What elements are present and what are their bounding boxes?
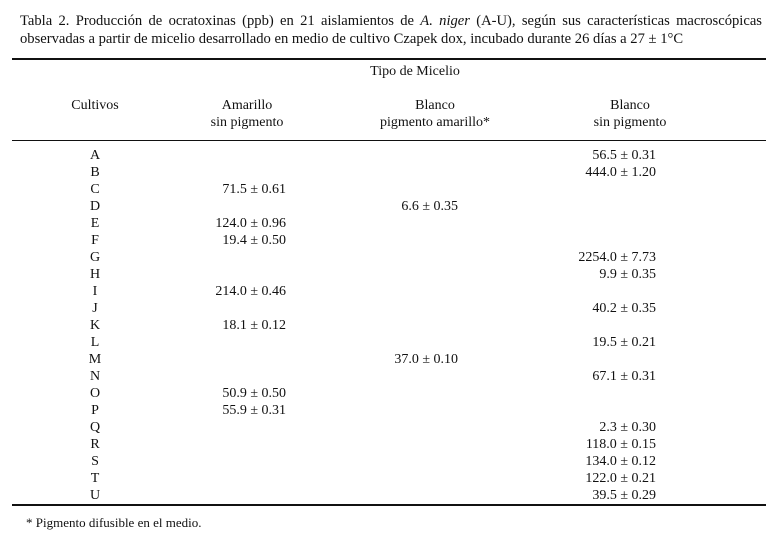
cultivo-id: K [89, 318, 101, 333]
cultivo-id: B [90, 165, 100, 180]
value-amarillo: 55.9 ± 0.31 [222, 403, 286, 418]
value-amarillo: 18.1 ± 0.12 [222, 318, 286, 333]
value-blanco-sin-pigmento: 444.0 ± 1.20 [585, 165, 656, 180]
column-header-cultivos: Cultivos [71, 98, 119, 113]
value-blanco-sin-pigmento: 122.0 ± 0.21 [585, 471, 656, 486]
value-blanco-sin-pigmento: 40.2 ± 0.35 [592, 301, 656, 316]
cultivo-id: H [89, 267, 101, 282]
group-header-tipo-de-micelio: Tipo de Micelio [370, 64, 460, 79]
cultivo-id: U [89, 488, 101, 503]
value-amarillo: 19.4 ± 0.50 [222, 233, 286, 248]
cultivo-id: F [91, 233, 99, 248]
cultivo-id: M [88, 352, 102, 367]
footnote: * Pigmento difusible en el medio. [26, 515, 202, 530]
value-blanco-sin-pigmento: 2254.0 ± 7.73 [578, 250, 656, 265]
cultivo-id: N [89, 369, 101, 384]
cultivo-id: A [89, 148, 101, 163]
cultivo-id: S [91, 454, 99, 469]
table-top-rule [12, 58, 766, 60]
value-blanco-sin-pigmento: 118.0 ± 0.15 [585, 437, 656, 452]
column-header-line: Amarillo [221, 98, 273, 113]
value-amarillo: 50.9 ± 0.50 [222, 386, 286, 401]
column-header-line: Blanco [415, 98, 455, 113]
cultivo-id: R [90, 437, 100, 452]
cultivo-id: L [90, 335, 100, 350]
cultivo-id: G [89, 250, 101, 265]
cultivo-id: D [89, 199, 101, 214]
value-blanco-sin-pigmento: 9.9 ± 0.35 [599, 267, 656, 282]
caption-text-end: (A-U), según sus características macroscópicas observadas a partir de micelio desarrollado en medio de cultivo Czapek dox, incubado durante 26 días a 27 ± 1°C [20, 13, 762, 47]
value-amarillo: 71.5 ± 0.61 [222, 182, 286, 197]
cultivo-id: Q [89, 420, 101, 435]
value-blanco-sin-pigmento: 39.5 ± 0.29 [592, 488, 656, 503]
value-blanco-pigmento: 37.0 ± 0.10 [394, 352, 458, 367]
value-blanco-sin-pigmento: 67.1 ± 0.31 [592, 369, 656, 384]
table-bottom-rule [12, 504, 766, 506]
cultivo-id: E [90, 216, 100, 231]
value-blanco-sin-pigmento: 19.5 ± 0.21 [592, 335, 656, 350]
value-blanco-pigmento: 6.6 ± 0.35 [401, 199, 458, 214]
column-header-line: pigmento amarillo* [379, 115, 491, 130]
cultivo-id: P [91, 403, 99, 418]
value-blanco-sin-pigmento: 56.5 ± 0.31 [592, 148, 656, 163]
cultivo-id: J [92, 301, 98, 316]
table-caption [20, 12, 762, 48]
value-blanco-sin-pigmento: 2.3 ± 0.30 [599, 420, 656, 435]
column-header-blanco-sin-pigmento [550, 97, 710, 131]
column-header-line: sin pigmento [593, 115, 667, 130]
column-header-blanco-pigmento-amarillo [355, 97, 515, 131]
caption-text-start: Tabla 2. Producción de ocratoxinas (ppb) en 21 aislamientos de [20, 13, 421, 29]
column-header-line: Blanco [610, 98, 650, 113]
value-amarillo: 214.0 ± 0.46 [215, 284, 286, 299]
column-header-amarillo [167, 97, 327, 131]
header-bottom-rule [12, 140, 766, 141]
cultivo-id: C [90, 182, 100, 197]
column-header-line: sin pigmento [210, 115, 284, 130]
value-amarillo: 124.0 ± 0.96 [215, 216, 286, 231]
cultivo-id: T [90, 471, 100, 486]
value-blanco-sin-pigmento: 134.0 ± 0.12 [585, 454, 656, 469]
cultivo-id: O [89, 386, 101, 401]
species-name: A. niger [420, 13, 470, 29]
cultivo-id: I [92, 284, 98, 299]
